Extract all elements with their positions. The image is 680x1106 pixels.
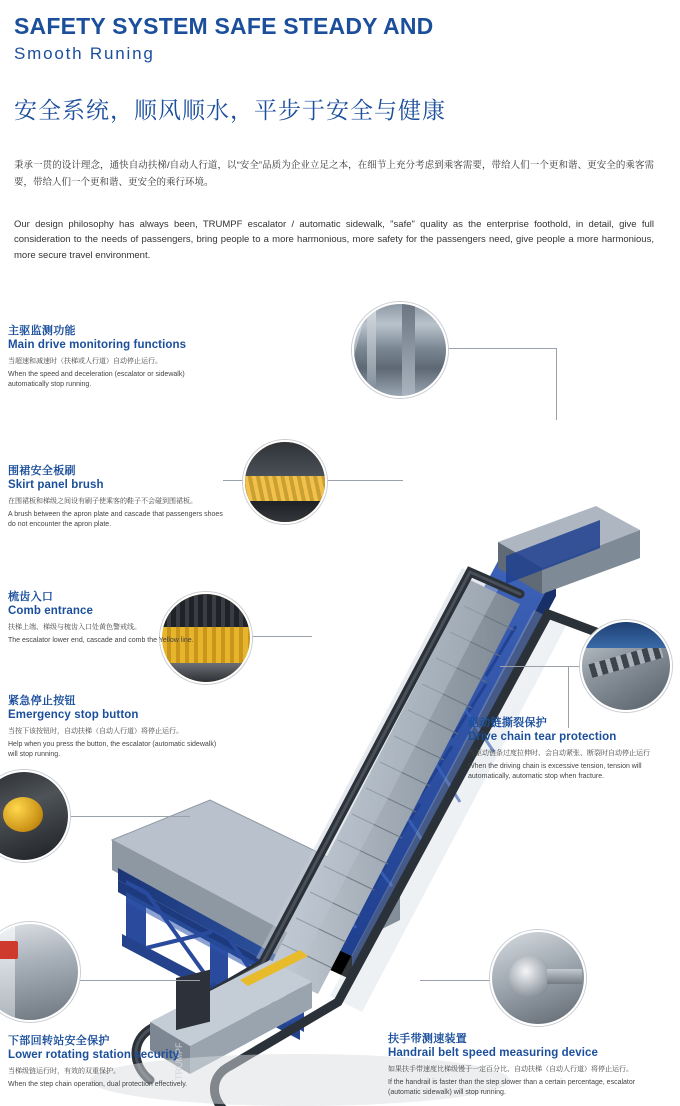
callout-lower-rotating-station-security [8,1032,238,1090]
callout-title-chinese: 下部回转站安全保护 [8,1035,110,1047]
callout-title-chinese: 紧急停止按钮 [8,695,76,707]
callout-title-english: Handrail belt speed measuring device [388,1047,599,1059]
callout-title-chinese: 梳齿入口 [8,591,54,603]
leader-line-main-drive-vertical [556,348,557,420]
page-title-chinese: 安全系统，顺风顺水，平步于安全与健康 [14,96,446,123]
callout-skirt-panel-brush [8,462,223,531]
callout-desc-chinese: 当超速和减速时（扶梯或人行道）自动停止运行。 [8,358,162,365]
callout-title-english: Drive chain tear protection [468,731,617,743]
page-subtitle: Smooth Runing [14,43,155,63]
callout-desc-chinese: 当驱动链条过度拉伸时、会自动紧张、断裂时自动停止运行 [468,750,650,757]
callout-main-drive [8,322,218,391]
intro-paragraph-english: Our design philosophy has always been, TRUMPF escalator / automatic sidewalk, "safe" quality as the enterprise foothold, in detail, give full consideration to the needs of passengers, bring people to a more harmonious, more safety for the passengers need, give people a more harmonious, more secure travel environment. [14,219,654,261]
callout-title-english: Skirt panel brush [8,479,104,491]
callout-desc-chinese: 如果扶手带速度比梯级慢于一定百分比、自动扶梯（自动人行道）将停止运行。 [388,1066,633,1073]
callout-title-english: Lower rotating station security [8,1049,180,1061]
callout-desc-english: The escalator lower end, cascade and comb the Yellow line. [8,636,194,644]
page-header [14,14,664,125]
illustration-stage [0,280,680,1106]
callout-title-chinese: 围裙安全板刷 [8,465,76,477]
lower-rotating-station-photo[interactable] [0,922,80,1022]
callout-desc-chinese: 在围裙板和梯级之间设有刷子使乘客的鞋子不会碰到围裙板。 [8,498,197,505]
handrail-speed-photo[interactable] [490,930,586,1026]
callout-desc-english: When the driving chain is excessive tension, tension will automatically, automatic stop when fracture. [468,762,642,780]
main-drive-photo[interactable] [352,302,448,398]
leader-line-lower [80,980,200,981]
emergency-stop-button-photo[interactable] [0,770,70,862]
drive-chain-photo[interactable] [580,620,672,712]
callout-drive-chain-tear-protection [468,714,674,783]
intro-paragraph-chinese: 秉承一贯的设计理念，通快自动扶梯/自动人行道，以“安全”品质为企业立足之本，在细节上充分考虑到乘客需要，带给人们一个更和谐、更安全的乘客需要，带给人们一个更和谐、更安全的乘行环境。 [14,160,654,188]
leader-line-handrail [420,980,492,981]
callout-title-english: Main drive monitoring functions [8,339,187,351]
callout-comb-entrance [8,588,218,646]
callout-emergency-stop-button [8,692,218,761]
leader-line-comb-out [250,636,312,637]
leader-line-skirt [223,480,245,481]
callout-handrail-belt-speed-measuring-device [388,1030,658,1099]
callout-desc-english: Help when you press the button, the escalator (automatic sidewalk) will stop running. [8,740,217,758]
skirt-panel-brush-photo[interactable] [243,440,327,524]
callout-desc-chinese: 当按下该按钮时，自动扶梯（自动人行道）将停止运行。 [8,728,183,735]
callout-desc-english: When the speed and deceleration (escalator or sidewalk) automatically stop running. [8,370,185,388]
intro-block [14,158,654,263]
callout-title-chinese: 扶手带测速装置 [388,1033,468,1045]
leader-line-skirt-out [325,480,403,481]
callout-desc-english: If the handrail is faster than the step slower than a certain percentage, escalator (automatic sidewalk) will stop running. [388,1078,636,1096]
callout-title-chinese: 驱动链撕裂保护 [468,717,548,729]
page-title: SAFETY SYSTEM SAFE STEADY AND [14,13,434,39]
callout-title-chinese: 主驱监测功能 [8,325,76,337]
callout-desc-chinese: 当梯级链运行时，有效的双重保护。 [8,1068,120,1075]
leader-line-main-drive [448,348,556,349]
callout-desc-english: When the step chain operation, dual protection effectively. [8,1080,188,1088]
callout-title-english: Emergency stop button [8,709,139,721]
leader-line-estop [70,816,190,817]
callout-title-english: Comb entrance [8,605,94,617]
callout-desc-english: A brush between the apron plate and cascade that passengers shoes do not encounter the apron plate. [8,510,223,528]
callout-desc-chinese: 扶梯上端、梯级与梳齿入口处黄色警戒线。 [8,624,141,631]
leader-line-drive-chain [500,666,582,667]
